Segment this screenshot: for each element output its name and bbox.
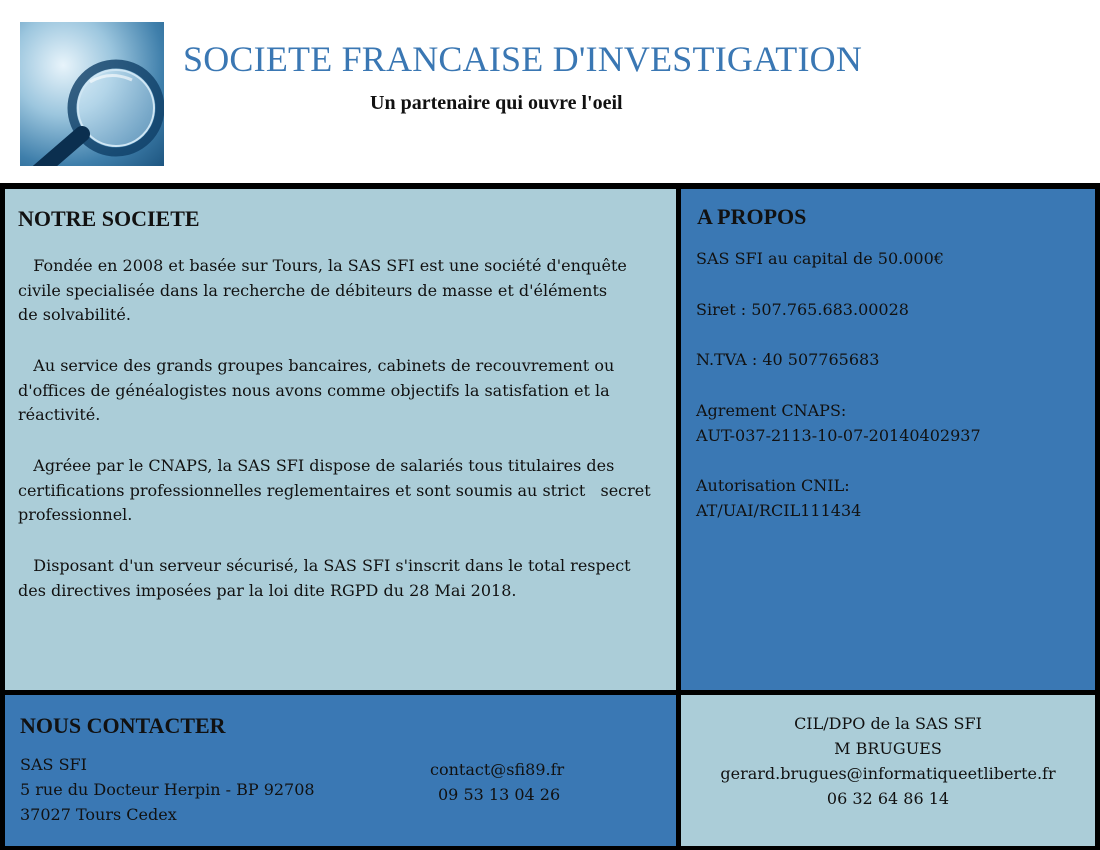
paragraph-line: d'offices de généalogistes nous avons comme objectifs la satisfation et la xyxy=(18,380,610,400)
page-subtitle: Un partenaire qui ouvre l'oeil xyxy=(370,92,623,114)
cil-phone: 06 32 64 86 14 xyxy=(826,789,950,808)
contact-address-line-1: 5 rue du Docteur Herpin - BP 92708 xyxy=(20,780,315,799)
paragraph-line: professionnel. xyxy=(18,505,133,524)
societe-paragraph-2 xyxy=(18,354,658,428)
capital-text: SAS SFI au capital de 50.000€ xyxy=(696,249,944,268)
contact-address-line-2: 37027 Tours Cedex xyxy=(20,805,177,824)
societe-paragraph-3 xyxy=(18,454,658,528)
paragraph-line: Fondée en 2008 et basée sur Tours, la SAS SFI est une société d'enquête xyxy=(18,256,627,275)
paragraph-line: Au service des grands groupes bancaires, cabinets de recouvrement ou xyxy=(18,356,615,375)
paragraph-line: Agréee par le CNAPS, la SAS SFI dispose de salariés tous titulaires des xyxy=(18,456,615,475)
cnil-label: Autorisation CNIL: xyxy=(696,476,850,495)
magnifying-glass-icon xyxy=(20,22,164,166)
agrement-label: Agrement CNAPS: xyxy=(696,401,847,420)
paragraph-line: des directives imposées par la loi dite RGPD du 28 Mai 2018. xyxy=(18,580,517,600)
paragraph-line: certifications professionnelles reglementaires et sont soumis au strict secret xyxy=(18,480,651,500)
tva-text: N.TVA : 40 507765683 xyxy=(696,350,880,369)
paragraph-line: civile specialisée dans la recherche de débiteurs de masse et d'éléments xyxy=(18,280,608,300)
contact-heading: NOUS CONTACTER xyxy=(20,713,226,738)
societe-paragraph-1 xyxy=(18,254,658,328)
propos-heading: A PROPOS xyxy=(697,204,807,229)
societe-paragraph-4 xyxy=(18,554,658,603)
paragraph-line: Disposant d'un serveur sécurisé, la SAS SFI s'inscrit dans le total respect xyxy=(18,556,631,575)
paragraph-line: réactivité. xyxy=(18,405,101,424)
cil-name: M BRUGUES xyxy=(834,739,942,758)
contact-phone: 09 53 13 04 26 xyxy=(438,785,561,804)
contact-company: SAS SFI xyxy=(20,755,87,774)
agrement-value: AUT-037-2113-10-07-20140402937 xyxy=(696,426,981,445)
cil-title: CIL/DPO de la SAS SFI xyxy=(794,714,982,733)
cnil-value: AT/UAI/RCIL111434 xyxy=(696,501,862,520)
cil-email-link[interactable]: gerard.brugues@informatiqueetliberte.fr xyxy=(720,764,1056,783)
paragraph-line: de solvabilité. xyxy=(18,305,131,324)
societe-heading: NOTRE SOCIETE xyxy=(18,206,200,231)
page-title: SOCIETE FRANCAISE D'INVESTIGATION xyxy=(183,39,863,79)
contact-email-link[interactable]: contact@sfi89.fr xyxy=(430,760,565,779)
siret-text: Siret : 507.765.683.00028 xyxy=(696,300,909,319)
